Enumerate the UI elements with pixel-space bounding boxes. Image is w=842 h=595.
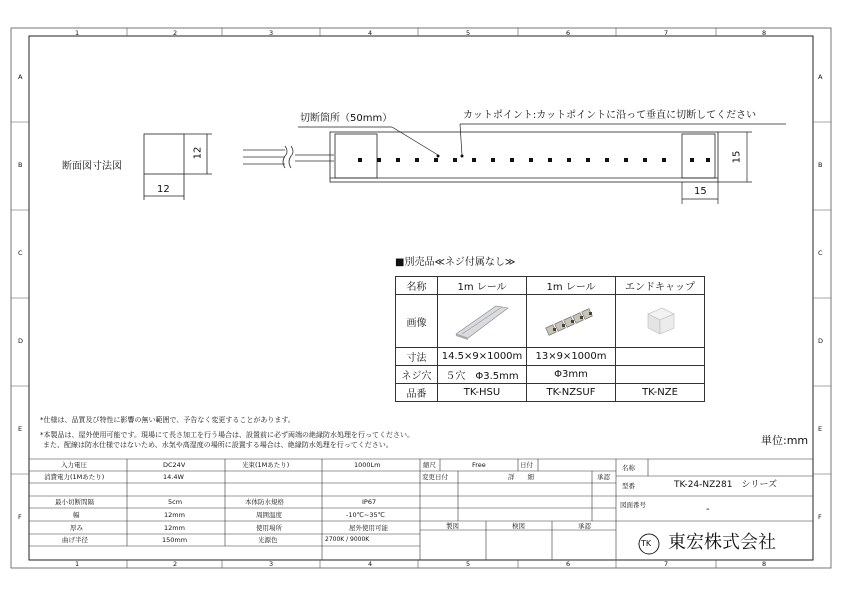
zone-letter-left-a: A [18, 73, 23, 81]
strip-height-dim: 15 [731, 150, 743, 164]
zone-letter-right-c: C [818, 249, 823, 257]
led-strip [330, 132, 718, 182]
spec-label: 周囲温度 [256, 511, 282, 519]
section-width-dim: 12 [157, 184, 170, 195]
option-size [616, 348, 705, 366]
spec-value: 5cm [168, 498, 183, 506]
zone-num-bottom-4: 4 [368, 560, 373, 568]
zone-num-bottom-5: 5 [466, 560, 471, 568]
spec-label: 使用場所 [256, 524, 282, 532]
lead-wires [243, 146, 334, 168]
table-row [396, 348, 705, 366]
spec-value: -10℃~35℃ [346, 511, 385, 519]
options-table [395, 276, 705, 402]
spec-value: IP67 [362, 498, 377, 506]
section-height-dim: 12 [192, 146, 204, 160]
spec-label: 幅 [73, 511, 80, 519]
check-label: 検図 [512, 522, 525, 530]
option-screw: Φ3mm [527, 366, 616, 384]
zone-num-bottom-6: 6 [566, 560, 571, 568]
option-size: 13×9×1000m [527, 348, 616, 366]
options-title: ■別売品≪ネジ付属なし≫ [395, 257, 516, 268]
row-label: 画像 [396, 295, 438, 348]
zone-letter-left-f: F [18, 513, 22, 521]
logo-mark: TK [641, 539, 652, 548]
leaders [298, 124, 786, 204]
approve-label: 承認 [597, 473, 610, 481]
table-row [396, 384, 705, 402]
zone-letter-right-a: A [818, 73, 823, 81]
zone-letter-left-b: B [18, 161, 23, 169]
spec-label: 本体防水規格 [245, 498, 284, 506]
model-label: 型番 [622, 482, 635, 490]
option-size: 14.5×9×1000m [438, 348, 527, 366]
zone-num-bottom-7: 7 [664, 560, 669, 568]
option-name: 1m レール [527, 277, 616, 295]
spec-label: 厚み [70, 524, 83, 532]
option-screw: ５穴 Φ3.5mm [438, 366, 527, 384]
option-code: TK-HSU [438, 384, 527, 402]
section-label: 断面図寸法図 [62, 161, 122, 172]
section-view [144, 134, 212, 200]
zone-num-top-8: 8 [762, 29, 767, 37]
zone-num-top-1: 1 [75, 29, 80, 37]
zone-num-top-6: 6 [566, 29, 571, 37]
spec-value: 14.4W [163, 473, 184, 481]
option-screw [616, 366, 705, 384]
cut-point-label: カットポイント:カットポイントに沿って垂直に切断してください [463, 110, 757, 121]
zone-letter-left-c: C [18, 249, 23, 257]
spec-value: DC24V [163, 461, 186, 469]
drawing-no-label: 図面番号 [620, 501, 646, 509]
option-name: エンドキャップ [616, 277, 705, 295]
drawing-no-value: - [706, 504, 710, 515]
company-name: 東宏株式会社 [668, 532, 776, 553]
draft-label: 製図 [446, 522, 459, 530]
spec-value: 1000Lm [354, 461, 381, 469]
zone-letter-left-d: D [18, 337, 24, 345]
table-row [396, 277, 705, 295]
spec-label: 光源色 [258, 536, 278, 544]
spec-label: 消費電力(1Mあたり) [44, 473, 105, 481]
table-row [396, 366, 705, 384]
rail-flat-image [438, 295, 527, 348]
change-date-label: 変更日付 [422, 473, 448, 481]
spec-label: 入力電圧 [61, 461, 87, 469]
spec-value: 150mm [162, 536, 188, 544]
zone-num-bottom-3: 3 [269, 560, 274, 568]
zone-num-top-4: 4 [368, 29, 373, 37]
spec-label: 光束(1Mあたり) [242, 461, 290, 469]
scale-value: Free [472, 461, 486, 469]
name-label: 名称 [622, 464, 635, 472]
end-width-dim: 15 [694, 186, 707, 197]
zone-letter-left-e: E [18, 425, 23, 433]
led-chips [358, 158, 710, 162]
zone-num-top-7: 7 [664, 29, 669, 37]
spec-value: 2700K / 9000K [325, 536, 370, 543]
zone-num-top-3: 3 [269, 29, 274, 37]
row-label: 名称 [396, 277, 438, 295]
leader-dots [437, 155, 464, 158]
row-label: 品番 [396, 384, 438, 402]
spec-value: 屋外使用可能 [349, 524, 388, 532]
detail-label: 詳 細 [508, 473, 534, 481]
zone-num-top-2: 2 [173, 29, 178, 37]
table-row [396, 295, 705, 348]
note-wiring: また、配線は防水仕様ではないため、水気や高湿度の場所に設置する場合は、絶縁防水処理を行ってください。 [43, 441, 393, 449]
rail-flexible-image [527, 295, 616, 348]
end-cap-image [616, 295, 705, 348]
zone-letter-right-e: E [818, 425, 823, 433]
zone-num-bottom-1: 1 [75, 560, 80, 568]
row-label: 寸法 [396, 348, 438, 366]
approve2-label: 承認 [578, 522, 591, 530]
row-label: ネジ穴 [396, 366, 438, 384]
zone-letter-right-b: B [818, 161, 823, 169]
option-code: TK-NZSUF [527, 384, 616, 402]
note-spec-change: *仕様は、品質及び特性に影響の無い範囲で、予告なく変更することがあります。 [40, 416, 295, 424]
spec-value: 12mm [164, 511, 185, 519]
option-code: TK-NZE [616, 384, 705, 402]
model-value: TK-24-NZ281 シリーズ [674, 480, 778, 490]
zone-letter-right-f: F [818, 513, 822, 521]
scale-label: 縮尺 [423, 461, 436, 469]
spec-label: 曲げ半径 [62, 536, 88, 544]
date-label: 日付 [520, 461, 533, 469]
zone-letter-right-d: D [818, 337, 824, 345]
spec-label: 最小切断間隔 [55, 498, 94, 506]
option-name: 1m レール [438, 277, 527, 295]
zone-num-top-5: 5 [466, 29, 471, 37]
unit-label: 単位:mm [761, 434, 809, 447]
spec-value: 12mm [164, 524, 185, 532]
zone-num-bottom-2: 2 [173, 560, 178, 568]
cut-position-label: 切断箇所（50mm） [300, 113, 393, 124]
note-outdoor: *本製品は、屋外使用可能です。現場にて長さ加工を行う場合は、設置前に必ず両端の絶縁防水処理を行ってください。 [40, 431, 414, 439]
zone-num-bottom-8: 8 [762, 560, 767, 568]
